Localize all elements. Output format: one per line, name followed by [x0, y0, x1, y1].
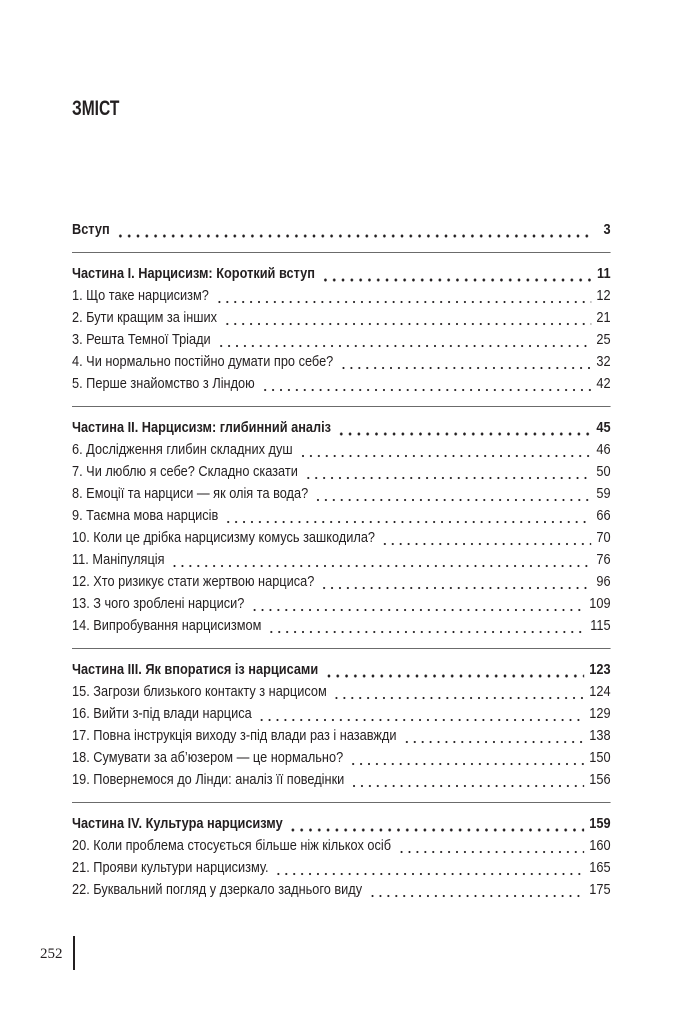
- entry-title: 13. З чого зроблені нарциси?: [72, 596, 245, 612]
- toc-chapter-entry: [72, 461, 611, 483]
- entry-page-number: 32: [596, 354, 611, 370]
- dot-leader: [324, 659, 584, 681]
- dot-leader: [333, 681, 584, 703]
- dot-leader: [223, 307, 591, 329]
- dot-leader: [320, 571, 591, 593]
- toc-part-heading: [72, 813, 611, 835]
- entry-page-number: 3: [603, 222, 611, 238]
- entry-title: 4. Чи нормально постійно думати про себе?: [72, 354, 334, 370]
- entry-title: 15. Загрози близького контакту з нарцисом: [72, 684, 327, 700]
- toc-chapter-entry: [72, 285, 611, 307]
- entry-title: 10. Коли це дрібка нарцисизму комусь зашкодила?: [72, 530, 376, 546]
- entry-title: Частина IV. Культура нарцисизму: [72, 816, 283, 832]
- entry-page-number: 156: [589, 772, 611, 788]
- entry-title: 12. Хто ризикує стати жертвою нарциса?: [72, 574, 315, 590]
- entry-title: 5. Перше знайомство з Ліндою: [72, 376, 255, 392]
- toc-chapter-entry: [72, 747, 611, 769]
- toc-chapter-entry: [72, 769, 611, 791]
- toc-chapter-entry: [72, 351, 611, 373]
- dot-leader: [381, 527, 591, 549]
- entry-page-number: 150: [589, 750, 611, 766]
- dot-leader: [171, 549, 591, 571]
- toc-chapter-entry: [72, 703, 611, 725]
- toc-chapter-entry: [72, 307, 611, 329]
- toc-chapter-entry: [72, 879, 611, 901]
- entry-page-number: 59: [596, 486, 611, 502]
- dot-leader: [215, 285, 591, 307]
- dot-leader: [304, 461, 591, 483]
- dot-leader: [250, 593, 583, 615]
- dot-leader: [116, 219, 593, 241]
- dot-leader: [224, 505, 591, 527]
- entry-page-number: 50: [596, 464, 611, 480]
- section-divider: [72, 395, 611, 417]
- toc-chapter-entry: [72, 329, 611, 351]
- entry-title: 20. Коли проблема стосується більше ніж кількох осіб: [72, 838, 392, 854]
- entry-title: 18. Сумувати за аб’юзером — це нормально?: [72, 750, 344, 766]
- page-title: ЗМІСТ: [72, 97, 120, 120]
- entry-title: 2. Бути кращим за інших: [72, 310, 218, 326]
- entry-page-number: 70: [596, 530, 611, 546]
- entry-page-number: 175: [589, 882, 611, 898]
- entry-page-number: 115: [590, 618, 611, 634]
- entry-title: 9. Таємна мова нарцисів: [72, 508, 219, 524]
- toc-chapter-entry: [72, 505, 611, 527]
- entry-page-number: 45: [596, 420, 611, 436]
- section-divider: [72, 241, 611, 263]
- page-number-folio: 252: [40, 946, 63, 962]
- entry-page-number: 11: [597, 266, 611, 282]
- dot-leader: [350, 769, 584, 791]
- entry-page-number: 159: [589, 816, 611, 832]
- toc-chapter-entry: [72, 681, 611, 703]
- entry-page-number: 96: [596, 574, 611, 590]
- entry-title: 8. Емоції та нарциси — як олія та вода?: [72, 486, 309, 502]
- entry-title: 16. Вийти з-під влади нарциса: [72, 706, 252, 722]
- entry-page-number: 123: [589, 662, 611, 678]
- entry-page-number: 109: [589, 596, 611, 612]
- toc-chapter-entry: [72, 483, 611, 505]
- entry-page-number: 124: [589, 684, 611, 700]
- entry-page-number: 129: [589, 706, 611, 722]
- dot-leader: [268, 615, 585, 637]
- entry-page-number: 42: [596, 376, 611, 392]
- entry-title: 11. Маніпуляція: [72, 552, 165, 568]
- entry-title: 22. Буквальний погляд у дзеркало заднього виду: [72, 882, 363, 898]
- dot-leader: [261, 373, 591, 395]
- entry-title: 3. Решта Темної Тріади: [72, 332, 211, 348]
- entry-page-number: 76: [596, 552, 611, 568]
- entry-page-number: 165: [589, 860, 611, 876]
- toc-chapter-entry: [72, 725, 611, 747]
- entry-title: 7. Чи люблю я себе? Складно сказати: [72, 464, 298, 480]
- toc-part-heading: [72, 417, 611, 439]
- dot-leader: [299, 439, 591, 461]
- dot-leader: [397, 835, 584, 857]
- table-of-contents: [72, 219, 611, 901]
- dot-leader: [314, 483, 591, 505]
- entry-title: Частина II. Нарцисизм: глибинний аналіз: [72, 420, 331, 436]
- toc-chapter-entry: [72, 439, 611, 461]
- entry-page-number: 160: [589, 838, 611, 854]
- toc-part-heading: [72, 263, 611, 285]
- entry-page-number: 138: [589, 728, 611, 744]
- entry-page-number: 12: [596, 288, 611, 304]
- toc-part-heading: [72, 659, 611, 681]
- dot-leader: [321, 263, 592, 285]
- toc-chapter-entry: [72, 571, 611, 593]
- dot-leader: [349, 747, 584, 769]
- toc-chapter-entry: [72, 549, 611, 571]
- entry-title: 21. Прояви культури нарцисизму.: [72, 860, 269, 876]
- dot-leader: [275, 857, 584, 879]
- toc-chapter-entry: [72, 373, 611, 395]
- folio-divider-bar: [73, 936, 75, 970]
- dot-leader: [368, 879, 584, 901]
- entry-page-number: 46: [596, 442, 611, 458]
- entry-page-number: 25: [596, 332, 611, 348]
- dot-leader: [339, 351, 591, 373]
- entry-title: Частина III. Як впоратися із нарцисами: [72, 662, 319, 678]
- toc-entry-intro: [72, 219, 611, 241]
- section-divider: [72, 637, 611, 659]
- entry-title: 1. Що таке нарцисизм?: [72, 288, 209, 304]
- toc-chapter-entry: [72, 857, 611, 879]
- entry-title: 14. Випробування нарцисизмом: [72, 618, 262, 634]
- entry-page-number: 66: [596, 508, 611, 524]
- dot-leader: [403, 725, 584, 747]
- entry-title: Вступ: [72, 222, 110, 238]
- dot-leader: [258, 703, 584, 725]
- toc-chapter-entry: [72, 593, 611, 615]
- dot-leader: [337, 417, 591, 439]
- entry-page-number: 21: [596, 310, 611, 326]
- entry-title: 6. Дослідження глибин складних душ: [72, 442, 293, 458]
- section-divider: [72, 791, 611, 813]
- entry-title: 19. Повернемося до Лінди: аналіз її поведінки: [72, 772, 345, 788]
- toc-chapter-entry: [72, 835, 611, 857]
- dot-leader: [289, 813, 584, 835]
- entry-title: 17. Повна інструкція виходу з-під влади раз і назавжди: [72, 728, 397, 744]
- toc-chapter-entry: [72, 615, 611, 637]
- toc-chapter-entry: [72, 527, 611, 549]
- dot-leader: [217, 329, 591, 351]
- entry-title: Частина I. Нарцисизм: Короткий вступ: [72, 266, 315, 282]
